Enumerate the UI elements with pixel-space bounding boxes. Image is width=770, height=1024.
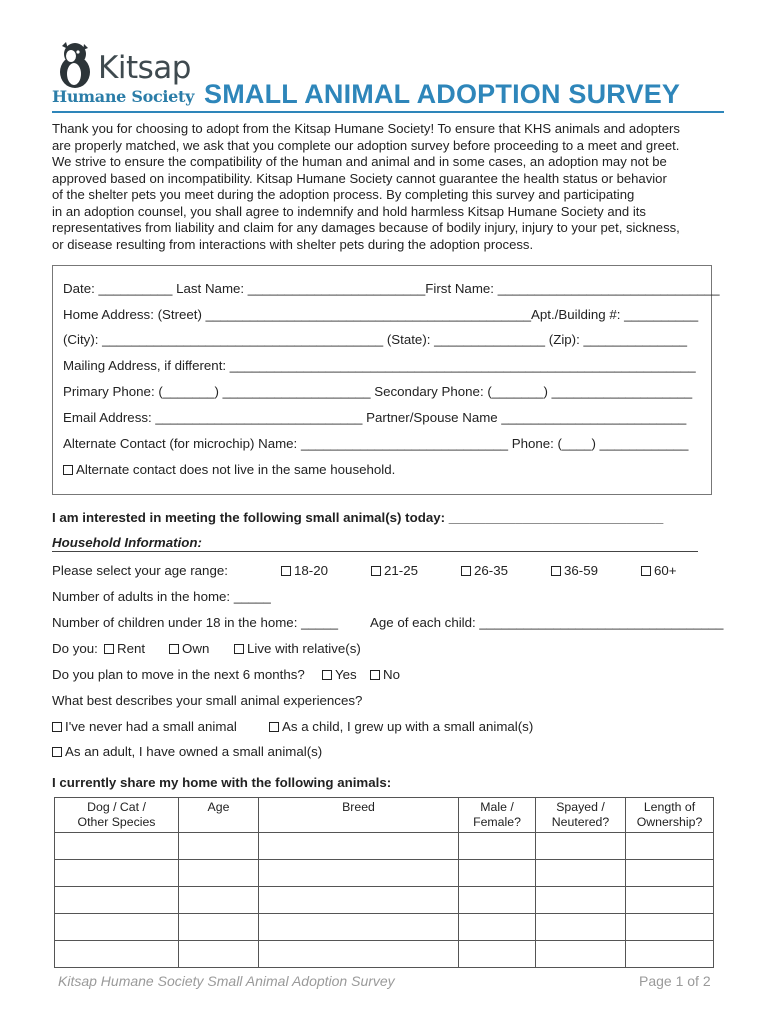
home-address-field[interactable]: Home Address: (Street) ____________________________________________Apt./Building #: __________ [63, 307, 699, 322]
age-option-label: 21-25 [384, 563, 419, 578]
table-cell[interactable] [536, 887, 626, 914]
table-cell[interactable] [55, 860, 179, 887]
table-cell[interactable] [179, 941, 259, 968]
checkbox[interactable] [234, 644, 244, 654]
checkbox[interactable] [269, 722, 279, 732]
adults-count-field[interactable]: Number of adults in the home: _____ [52, 589, 271, 604]
checkbox[interactable] [322, 670, 332, 680]
alt-contact-checkbox-label: Alternate contact does not live in the same household. [76, 462, 396, 477]
table-cell[interactable] [536, 860, 626, 887]
footer-page-number: Page 1 of 2 [639, 973, 711, 989]
title-divider [52, 111, 724, 113]
table-cell[interactable] [626, 860, 714, 887]
age-option-label: 60+ [654, 563, 677, 578]
age-option-26-35[interactable] [461, 563, 508, 578]
move-no-option[interactable] [370, 667, 400, 682]
table-cell[interactable] [259, 860, 459, 887]
interested-animals-field[interactable]: I am interested in meeting the following small animal(s) today: _____________________________ [52, 510, 664, 525]
phone-field[interactable]: Primary Phone: (_______) ____________________ Secondary Phone: (_______) ___________________ [63, 384, 693, 399]
table-cell[interactable] [179, 833, 259, 860]
table-cell[interactable] [259, 833, 459, 860]
option-label: Own [182, 641, 210, 656]
intro-line: representatives from liability and claim for any damages because of bodily injury, injury to your pet, sickness, [52, 220, 680, 235]
move-yes-option[interactable] [322, 667, 357, 682]
experience-question: What best describes your small animal experiences? [52, 693, 363, 708]
col-species: Dog / Cat / Other Species [55, 798, 179, 833]
household-heading: Household Information: [52, 535, 202, 550]
email-partner-field[interactable]: Email Address: ____________________________ Partner/Spouse Name _________________________ [63, 410, 687, 425]
table-cell[interactable] [626, 887, 714, 914]
table-row [55, 887, 714, 914]
checkbox[interactable] [370, 670, 380, 680]
table-cell[interactable] [259, 887, 459, 914]
age-option-60-plus[interactable] [641, 563, 677, 578]
checkbox[interactable] [461, 566, 471, 576]
live-with-relative-option[interactable] [234, 641, 361, 656]
age-option-label: 26-35 [474, 563, 509, 578]
option-label: As a child, I grew up with a small animal(s) [282, 719, 534, 734]
age-range-label: Please select your age range: [52, 563, 228, 578]
option-label: Yes [335, 667, 357, 682]
table-cell[interactable] [179, 860, 259, 887]
table-cell[interactable] [55, 941, 179, 968]
do-you-label: Do you: [52, 641, 98, 656]
table-header-row [55, 798, 714, 833]
intro-line: We strive to ensure the compatibility of the human and animal and in some cases, an adoption may not be [52, 154, 667, 169]
table-cell[interactable] [55, 887, 179, 914]
col-spayed: Spayed / Neutered? [536, 798, 626, 833]
table-cell[interactable] [626, 941, 714, 968]
rent-option[interactable] [104, 641, 145, 656]
table-cell[interactable] [536, 914, 626, 941]
animals-table [54, 797, 714, 968]
logo-humane-society-text: Humane Society [52, 87, 195, 106]
checkbox[interactable] [281, 566, 291, 576]
table-cell[interactable] [259, 941, 459, 968]
option-label: Rent [117, 641, 146, 656]
animals-heading: I currently share my home with the following animals: [52, 775, 392, 790]
table-cell[interactable] [179, 914, 259, 941]
own-option[interactable] [169, 641, 209, 656]
table-cell[interactable] [55, 914, 179, 941]
mailing-address-field[interactable]: Mailing Address, if different: _______________________________________________________________ [63, 358, 696, 373]
table-cell[interactable] [459, 941, 536, 968]
intro-line: approved based on incompatibility. Kitsap Humane Society cannot guarantee the health status or behavior [52, 170, 667, 186]
age-option-21-25[interactable] [371, 563, 418, 578]
page-title: SMALL ANIMAL ADOPTION SURVEY [204, 79, 681, 109]
option-label: Live with relative(s) [247, 641, 361, 656]
col-breed: Breed [259, 798, 459, 833]
child-ages-field[interactable]: Age of each child: _________________________________ [370, 615, 724, 630]
table-cell[interactable] [459, 833, 536, 860]
col-sex: Male / Female? [459, 798, 536, 833]
table-row [55, 914, 714, 941]
option-label: As an adult, I have owned a small animal(s) [65, 744, 323, 759]
move-question: Do you plan to move in the next 6 months? [52, 667, 305, 682]
table-cell[interactable] [179, 887, 259, 914]
option-label: I've never had a small animal [65, 719, 237, 734]
checkbox[interactable] [371, 566, 381, 576]
dog-cat-logo-icon [54, 40, 96, 90]
checkbox[interactable] [169, 644, 179, 654]
table-cell[interactable] [459, 887, 536, 914]
age-option-36-59[interactable] [551, 563, 598, 578]
logo-kitsap-text: Kitsap [98, 50, 191, 86]
checkbox[interactable] [52, 722, 62, 732]
intro-line: Thank you for choosing to adopt from the Kitsap Humane Society! To ensure that KHS animals and adopters [52, 121, 680, 136]
col-ownership: Length of Ownership? [626, 798, 714, 833]
table-row [55, 833, 714, 860]
city-state-zip-field[interactable]: (City): ______________________________________ (State): _______________ (Zip): ______________ [63, 332, 688, 347]
intro-line: of the shelter pets you meet during the adoption process. By completing this survey and participating [52, 187, 635, 202]
footer-document-title: Kitsap Humane Society Small Animal Adoption Survey [58, 973, 395, 989]
intro-line: in an adoption counsel, you shall agree to indemnify and hold harmless Kitsap Humane Society and its [52, 203, 646, 219]
name-date-field[interactable]: Date: __________ Last Name: ________________________First Name: ______________________________ [63, 281, 720, 296]
table-cell[interactable] [259, 914, 459, 941]
household-divider [52, 551, 698, 552]
table-cell[interactable] [536, 941, 626, 968]
age-option-label: 36-59 [564, 563, 599, 578]
table-cell[interactable] [459, 860, 536, 887]
alternate-contact-field[interactable]: Alternate Contact (for microchip) Name: ____________________________ Phone: (____) ____________ [63, 436, 689, 451]
table-cell[interactable] [626, 833, 714, 860]
age-option-label: 18-20 [294, 563, 329, 578]
experience-child-option[interactable] [269, 719, 533, 734]
checkbox[interactable] [551, 566, 561, 576]
table-cell[interactable] [536, 833, 626, 860]
table-row [55, 941, 714, 968]
alt-contact-checkbox-row[interactable] [63, 462, 395, 477]
table-cell[interactable] [459, 914, 536, 941]
table-row [55, 860, 714, 887]
alt-contact-checkbox[interactable] [63, 465, 73, 475]
col-age: Age [179, 798, 259, 833]
children-count-field[interactable]: Number of children under 18 in the home: _____ [52, 615, 339, 630]
contact-info-box [52, 265, 712, 495]
age-option-18-20[interactable] [281, 563, 328, 578]
option-label: No [383, 667, 400, 682]
intro-line: are properly matched, we ask that you complete our adoption survey before proceeding to a meet and greet. [52, 137, 680, 153]
table-cell[interactable] [626, 914, 714, 941]
table-cell[interactable] [55, 833, 179, 860]
experience-adult-option[interactable] [52, 744, 322, 759]
checkbox[interactable] [52, 747, 62, 757]
checkbox[interactable] [641, 566, 651, 576]
checkbox[interactable] [104, 644, 114, 654]
intro-line: or disease resulting from interactions with shelter pets during the adoption process. [52, 236, 534, 252]
experience-never-option[interactable] [52, 719, 237, 734]
intro-paragraph [52, 121, 732, 253]
